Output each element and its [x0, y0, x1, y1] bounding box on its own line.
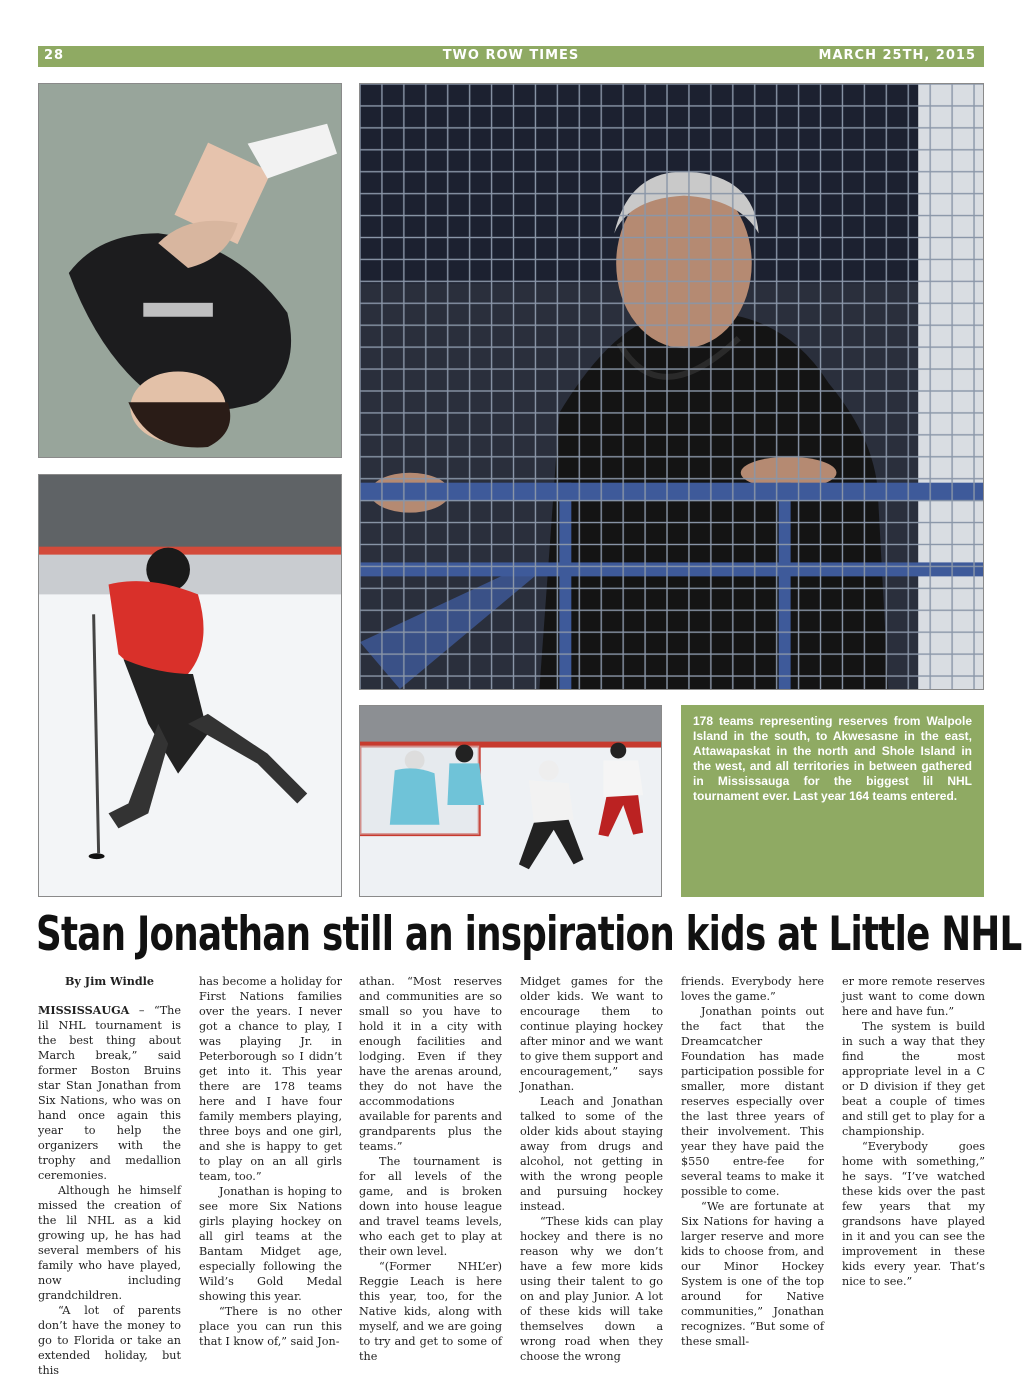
article-paragraph: athan. “Most reserves and communities are so small so you have to hold it in a city with enough facilities and lodging. Even if they have the arenas around, they do not have the accommodations available for parents and grandparents plus the teams.” — [359, 975, 502, 1153]
article-column-5 — [681, 974, 824, 1348]
article-paragraph: The system is build in such a way that they find the most appropriate level in a C or D division if they get beat a couple of times and still get to play for a championship. — [842, 1020, 985, 1138]
article-paragraph: er more remote reserves just want to come down here and have fun.” — [842, 975, 985, 1018]
article-paragraph: has become a holiday for First Nations families over the years. I never got a chance to play, I was playing Jr. in Peterborough so I didn’t get into it. This year there are 178 teams here and I have four family members playing, three boys and one girl, and she is happy to get to play on an all girls team, too.” — [199, 975, 342, 1183]
photo-game-action — [359, 705, 662, 897]
article-paragraph: “(Former NHL’er) Reggie Leach is here this year, too, for the Native kids, along with myself, and we are going to try and get to some of the — [359, 1260, 502, 1363]
article-paragraph: Although he himself missed the creation of the lil NHL as a kid growing up, he has had several members of his family who have played, now including grandchildren. — [38, 1184, 181, 1302]
article-paragraph: Jonathan is hoping to see more Six Nations girls playing hockey on all girl teams at the Bantam Midget age, especially following the Wild’s Gold Medal showing this year. — [199, 1185, 342, 1303]
article-paragraph: “Everybody goes home with something,” he says. “I’ve watched these kids over the past few years that my grandsons have played in it and you can see the improvement in these kids every year. That’s nice to see.” — [842, 1140, 985, 1288]
article-column-4 — [520, 974, 663, 1363]
article-paragraph: “There is no other place you can run this that I know of,” said Jon- — [199, 1305, 342, 1348]
byline: By Jim Windle — [64, 974, 155, 988]
article-paragraph: “A lot of parents don’t have the money to go to Florida or take an extended holiday, but this — [38, 1304, 181, 1377]
article-column-2 — [199, 974, 342, 1348]
masthead: TWO ROW TIMES — [442, 48, 580, 63]
page-number: 28 — [44, 48, 65, 63]
article-column-3 — [359, 974, 502, 1363]
article-column-1 — [38, 974, 181, 1377]
article-paragraph: Jonathan points out the fact that the Dreamcatcher Foundation has made participation possible for smaller, more distant reserves especially over the last three years of their involvement. This year they have paid the $550 entre-fee for several teams to make it possible to come. — [681, 1005, 824, 1198]
article-paragraph: Midget games for the older kids. We want to encourage them to continue playing hockey after minor and we want to give them support and encouragement,” says Jonathan. — [520, 975, 663, 1093]
article-paragraph: MISSISSAUGA – “The lil NHL tournament is the best thing about March break,” said former Boston Bruins star Stan Jonathan from Six Nations, who was on hand once again this year to help the organizers with the trophy and medallion ceremonies. — [38, 1003, 181, 1182]
photo-caption: 178 teams representing reserves from Walpole Island in the south, to Akwesasne in the east, Attawapaskat in the north and Shole Island in the west, and all territories in between gathered in Mississauga for the biggest lil NHL tournament ever. Last year 164 teams entered. — [681, 705, 984, 897]
page-header — [38, 46, 984, 67]
issue-date: MARCH 25TH, 2015 — [818, 48, 976, 63]
dateline: MISSISSAUGA — [38, 1003, 130, 1017]
photo-stan-jonathan — [359, 83, 984, 690]
article-paragraph: “These kids can play hockey and there is no reason why we don’t have a few more kids using their talent to go on and play Junior. A lot of these kids will take themselves down a wrong road when they choose the wrong — [520, 1215, 663, 1363]
article-paragraph: friends. Everybody here loves the game.” — [681, 975, 824, 1003]
article-paragraph: Leach and Jonathan talked to some of the older kids about staying away from drugs and alcohol, not getting in with the wrong people and pursuing hockey instead. — [520, 1095, 663, 1213]
photo-stretching-player — [38, 83, 342, 458]
article-paragraph: “We are fortunate at Six Nations for having a larger reserve and more kids to choose from, and our Minor Hockey System is one of the top around for Native communities,” Jonathan recognizes. “But some of these small- — [681, 1200, 824, 1348]
article-column-6 — [842, 974, 985, 1344]
article-paragraph: The tournament is for all levels of the game, and is broken down into house league and travel teams levels, who each get to play at their own level. — [359, 1155, 502, 1258]
headline: Stan Jonathan still an inspiration kids at Little NHL — [36, 907, 1022, 962]
photo-shooting-player — [38, 474, 342, 897]
